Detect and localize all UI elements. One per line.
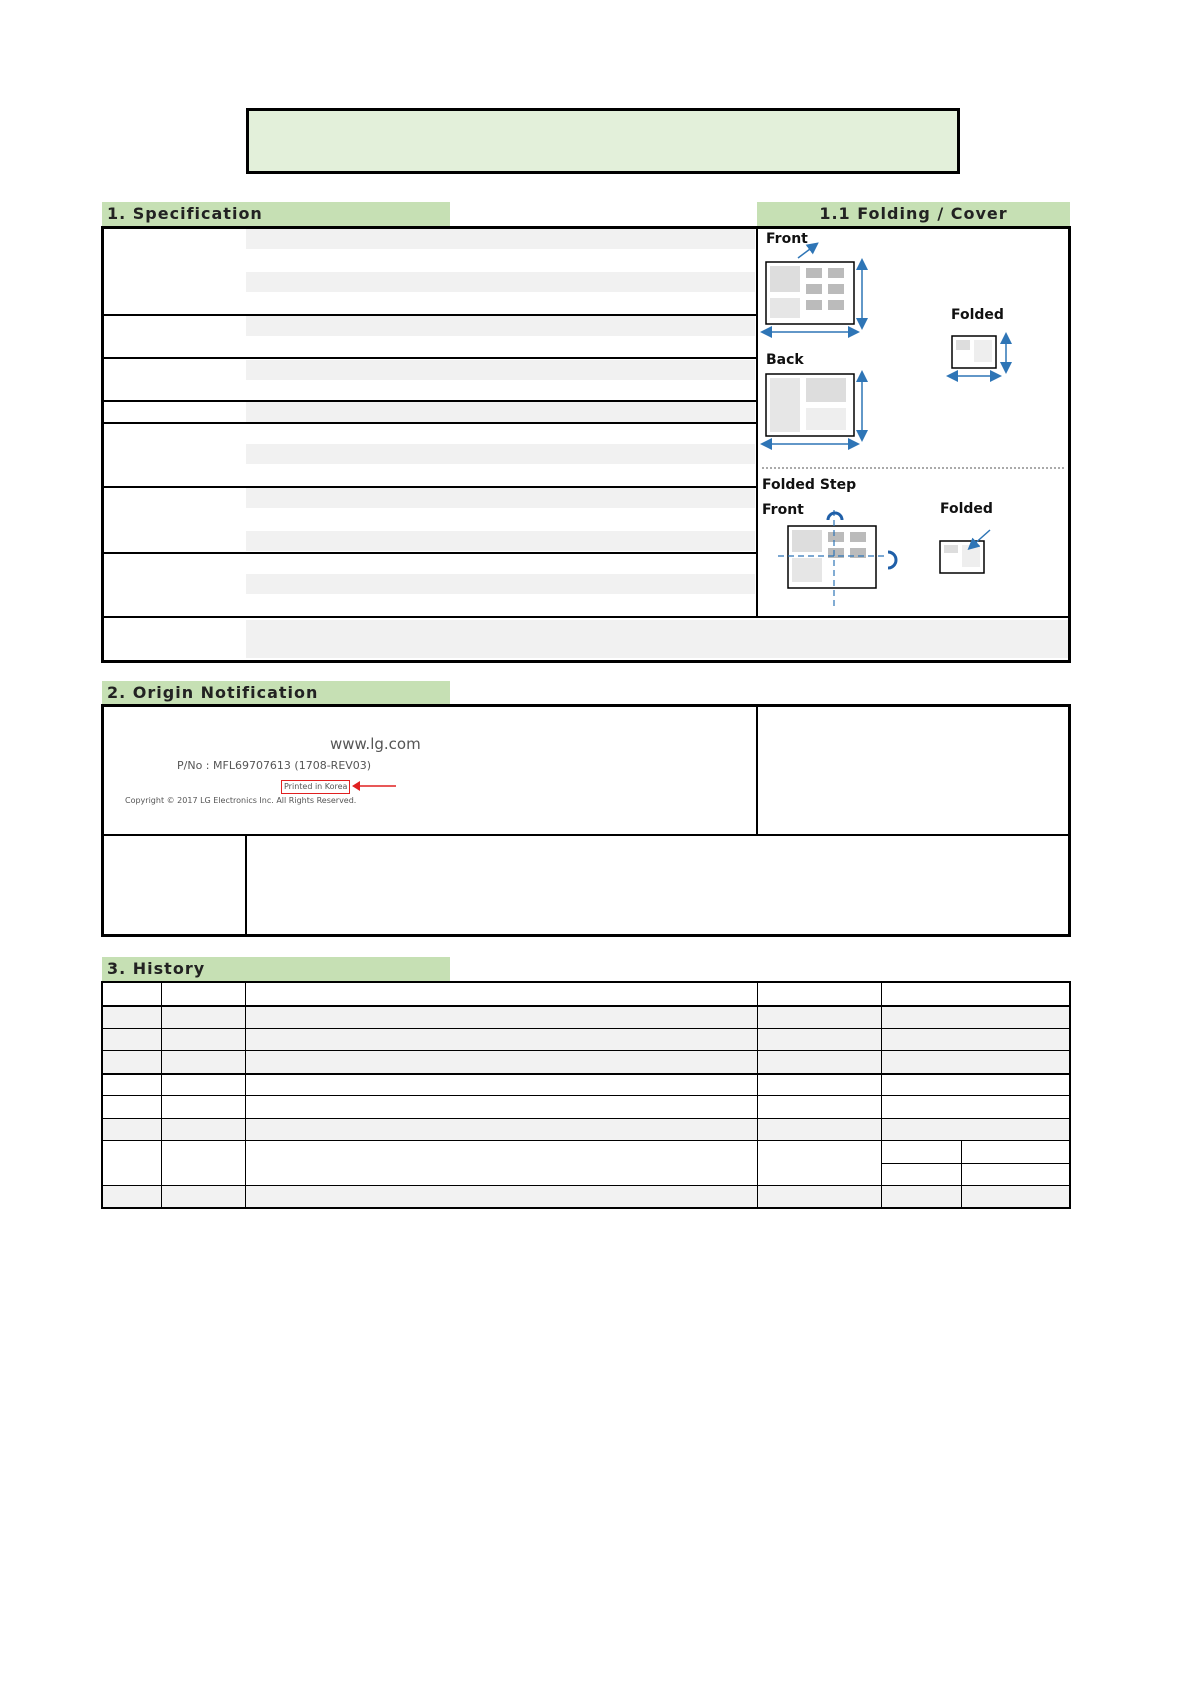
table-row — [103, 1028, 1069, 1050]
section-title: 3. History — [107, 959, 206, 978]
spec-value-cell — [246, 444, 755, 464]
copyright-text: Copyright © 2017 LG Electronics Inc. All Rights Reserved. — [125, 796, 357, 805]
printed-in-korea-callout: Printed in Korea — [281, 780, 350, 794]
spec-value-cell — [246, 574, 755, 594]
back-label: Back — [766, 352, 804, 368]
table-row — [103, 1118, 1069, 1140]
spec-value-cell — [246, 402, 755, 422]
folded-step-label: Folded Step — [762, 477, 857, 493]
back-page-thumbnail — [766, 374, 854, 436]
spec-value-cell — [246, 272, 755, 292]
folded-thumbnail — [952, 336, 996, 368]
spec-row-divider — [101, 616, 1071, 618]
section-header-specification — [102, 202, 450, 226]
history-table — [101, 981, 1071, 1209]
step-folded-label: Folded — [940, 501, 993, 517]
section-title: 2. Origin Notification — [107, 683, 319, 702]
fold-step-front-thumbnail — [788, 526, 876, 588]
front-page-thumbnail — [766, 262, 854, 324]
spec-value-cell — [246, 360, 755, 380]
section-title: 1. Specification — [107, 204, 263, 223]
spec-value-cell — [246, 488, 755, 508]
fold-back-arrow-icon — [828, 513, 842, 520]
spec-value-cell — [246, 620, 1068, 658]
folding-diagram — [758, 228, 1069, 616]
spec-value-cell — [246, 229, 755, 249]
table-row — [103, 1095, 1069, 1118]
history-header-row — [103, 983, 1069, 1005]
spec-row-divider — [101, 357, 756, 359]
document-title-box — [246, 108, 960, 174]
spec-value-cell — [246, 531, 755, 551]
section-header-history — [102, 957, 450, 981]
table-row — [103, 1185, 1069, 1207]
folded-label: Folded — [951, 307, 1004, 323]
website-text: www.lg.com — [330, 735, 421, 753]
fold-step-folded-thumbnail — [940, 541, 984, 573]
part-number-text: P/No : MFL69707613 (1708-REV03) — [177, 759, 372, 772]
origin-divider — [245, 834, 247, 937]
origin-divider — [756, 704, 758, 834]
step-front-label: Front — [762, 502, 804, 518]
spec-row-divider — [101, 422, 756, 424]
section-header-folding — [757, 202, 1070, 226]
fold-over-arrow-icon — [888, 552, 896, 568]
front-label: Front — [766, 231, 808, 247]
section-header-origin — [102, 681, 450, 705]
section-title: 1.1 Folding / Cover — [819, 204, 1008, 223]
spec-row-divider — [101, 552, 756, 554]
table-row — [103, 1050, 1069, 1073]
spec-value-cell — [246, 316, 755, 336]
table-row — [103, 1005, 1069, 1028]
callout-arrow-icon — [352, 778, 396, 794]
table-row — [103, 1073, 1069, 1095]
